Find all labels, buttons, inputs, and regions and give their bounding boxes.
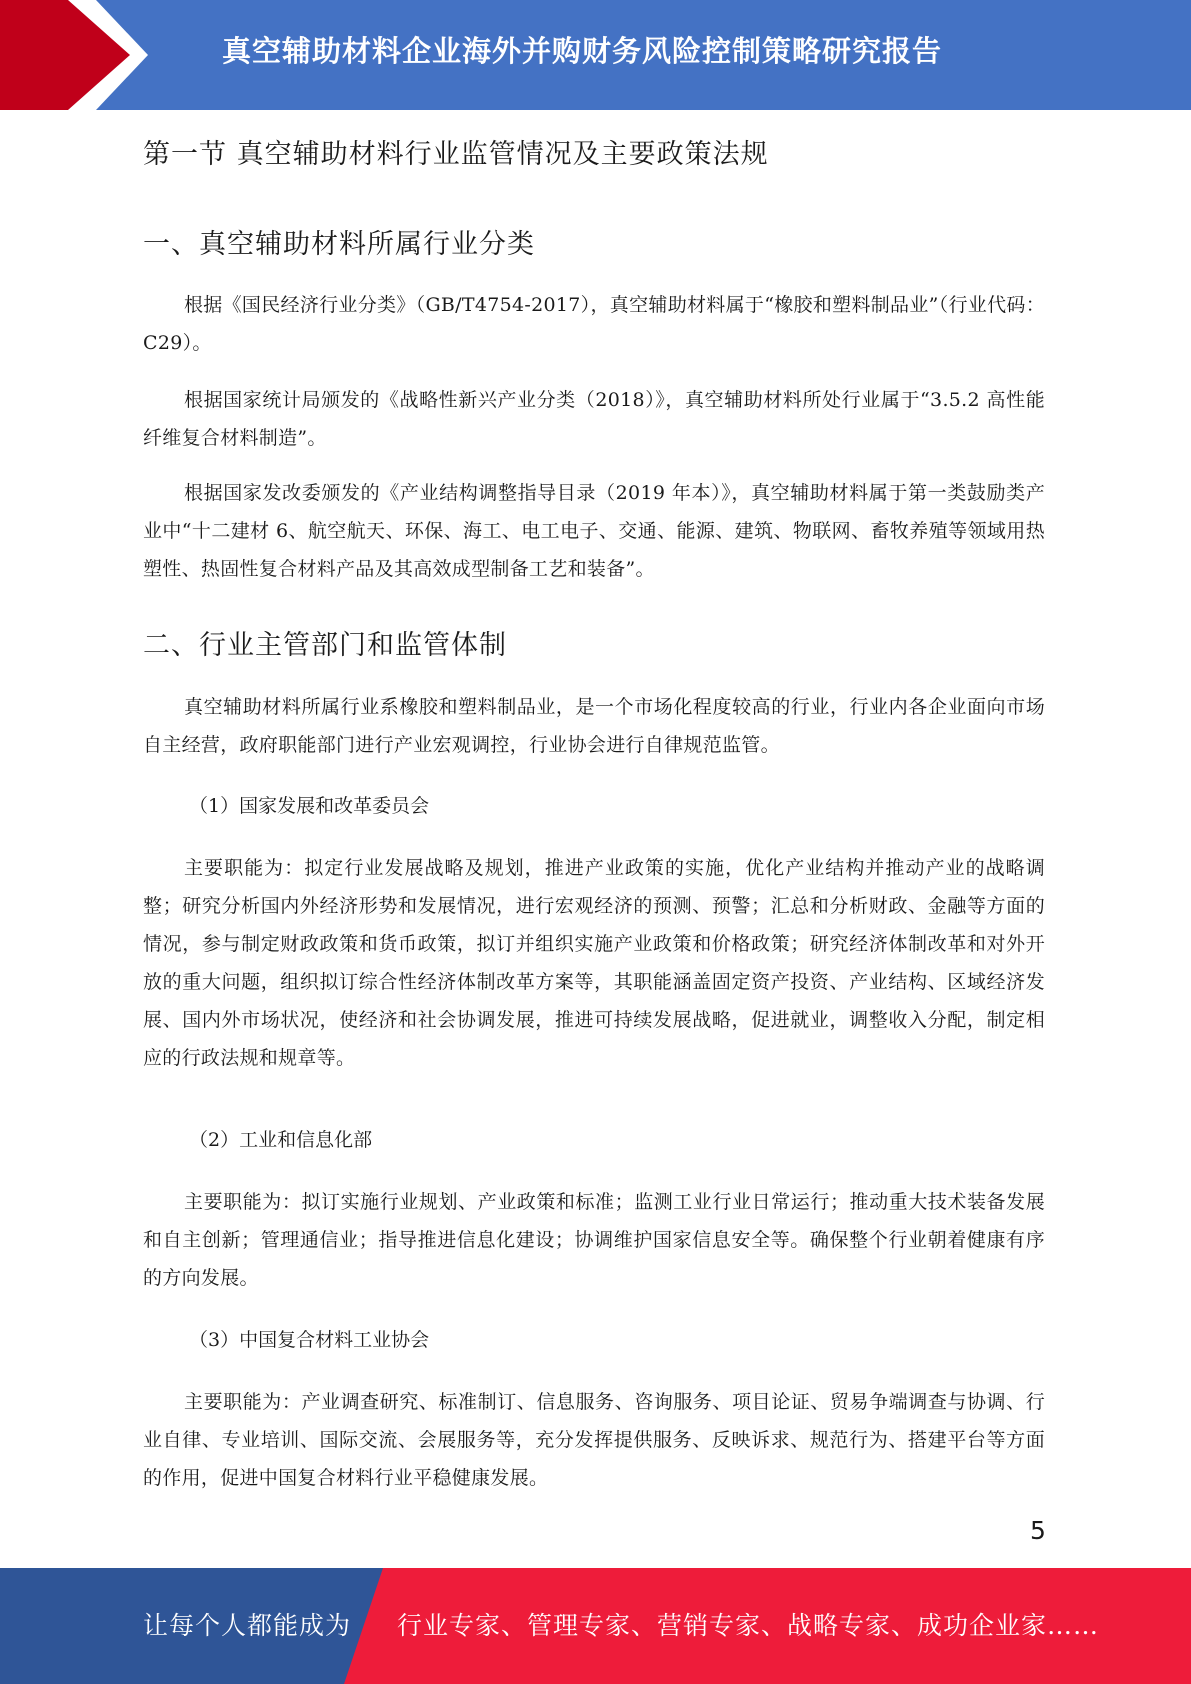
subsection-title-classification: 一、真空辅助材料所属行业分类 xyxy=(143,229,535,260)
page-footer xyxy=(0,1568,1191,1684)
report-title: 真空辅助材料企业海外并购财务风险控制策略研究报告 xyxy=(222,34,943,68)
paragraph-classification-3: 根据国家发改委颁发的《产业结构调整指导目录（2019 年本）》，真空辅助材料属于第一类鼓励类产业中“十二建材 6、航空航天、环保、海工、电工电子、交通、能源、建筑、物联网、畜牧养殖等领域用热塑性、热固性复合材料产品及其高效成型制备工艺和装备”。 xyxy=(143,482,1045,580)
footer-slogan-left: 让每个人都能成为 xyxy=(143,1611,352,1640)
item-heading-association: （3）中国复合材料工业协会 xyxy=(189,1329,430,1351)
paragraph-ndrc-duties: 主要职能为：拟定行业发展战略及规划，推进产业政策的实施，优化产业结构并推动产业的战略调整；研究分析国内外经济形势和发展情况，进行宏观经济的预测、预警；汇总和分析财政、金融等方面的情况，参与制定财政政策和货币政策，拟订并组织实施产业政策和价格政策；研究经济体制改革和对外开放的重大问题，组织拟订综合性经济体制改革方案等，其职能涵盖固定资产投资、产业结构、区域经济发展、国内外市场状况，使经济和社会协调发展，推进可持续发展战略，促进就业，调整收入分配，制定相应的行政法规和规章等。 xyxy=(143,857,1045,1069)
item-heading-miit: （2）工业和信息化部 xyxy=(189,1129,373,1151)
page-number: 5 xyxy=(1030,1516,1046,1545)
footer-slogan-right: 行业专家、管理专家、营销专家、战略专家、成功企业家…… xyxy=(397,1611,1100,1640)
section-title: 第一节 真空辅助材料行业监管情况及主要政策法规 xyxy=(143,139,769,170)
paragraph-association-duties: 主要职能为：产业调查研究、标准制订、信息服务、咨询服务、项目论证、贸易争端调查与协调、行业自律、专业培训、国际交流、会展服务等，充分发挥提供服务、反映诉求、规范行为、搭建平台等方面的作用，促进中国复合材料行业平稳健康发展。 xyxy=(143,1391,1045,1489)
page-header xyxy=(0,0,1191,110)
subsection-title-regulation: 二、行业主管部门和监管体制 xyxy=(143,630,507,661)
paragraph-classification-2: 根据国家统计局颁发的《战略性新兴产业分类（2018）》，真空辅助材料所处行业属于“3.5.2 高性能纤维复合材料制造”。 xyxy=(143,389,1045,449)
paragraph-miit-duties: 主要职能为：拟订实施行业规划、产业政策和标准；监测工业行业日常运行；推动重大技术装备发展和自主创新；管理通信业；指导推进信息化建设；协调维护国家信息安全等。确保整个行业朝着健康有序的方向发展。 xyxy=(143,1191,1045,1289)
item-heading-ndrc: （1）国家发展和改革委员会 xyxy=(189,795,430,817)
paragraph-regulation-intro: 真空辅助材料所属行业系橡胶和塑料制品业，是一个市场化程度较高的行业，行业内各企业面向市场自主经营，政府职能部门进行产业宏观调控，行业协会进行自律规范监管。 xyxy=(143,696,1045,756)
paragraph-classification-1: 根据《国民经济行业分类》（GB/T4754-2017），真空辅助材料属于“橡胶和塑料制品业”（行业代码：C29）。 xyxy=(143,294,1045,354)
